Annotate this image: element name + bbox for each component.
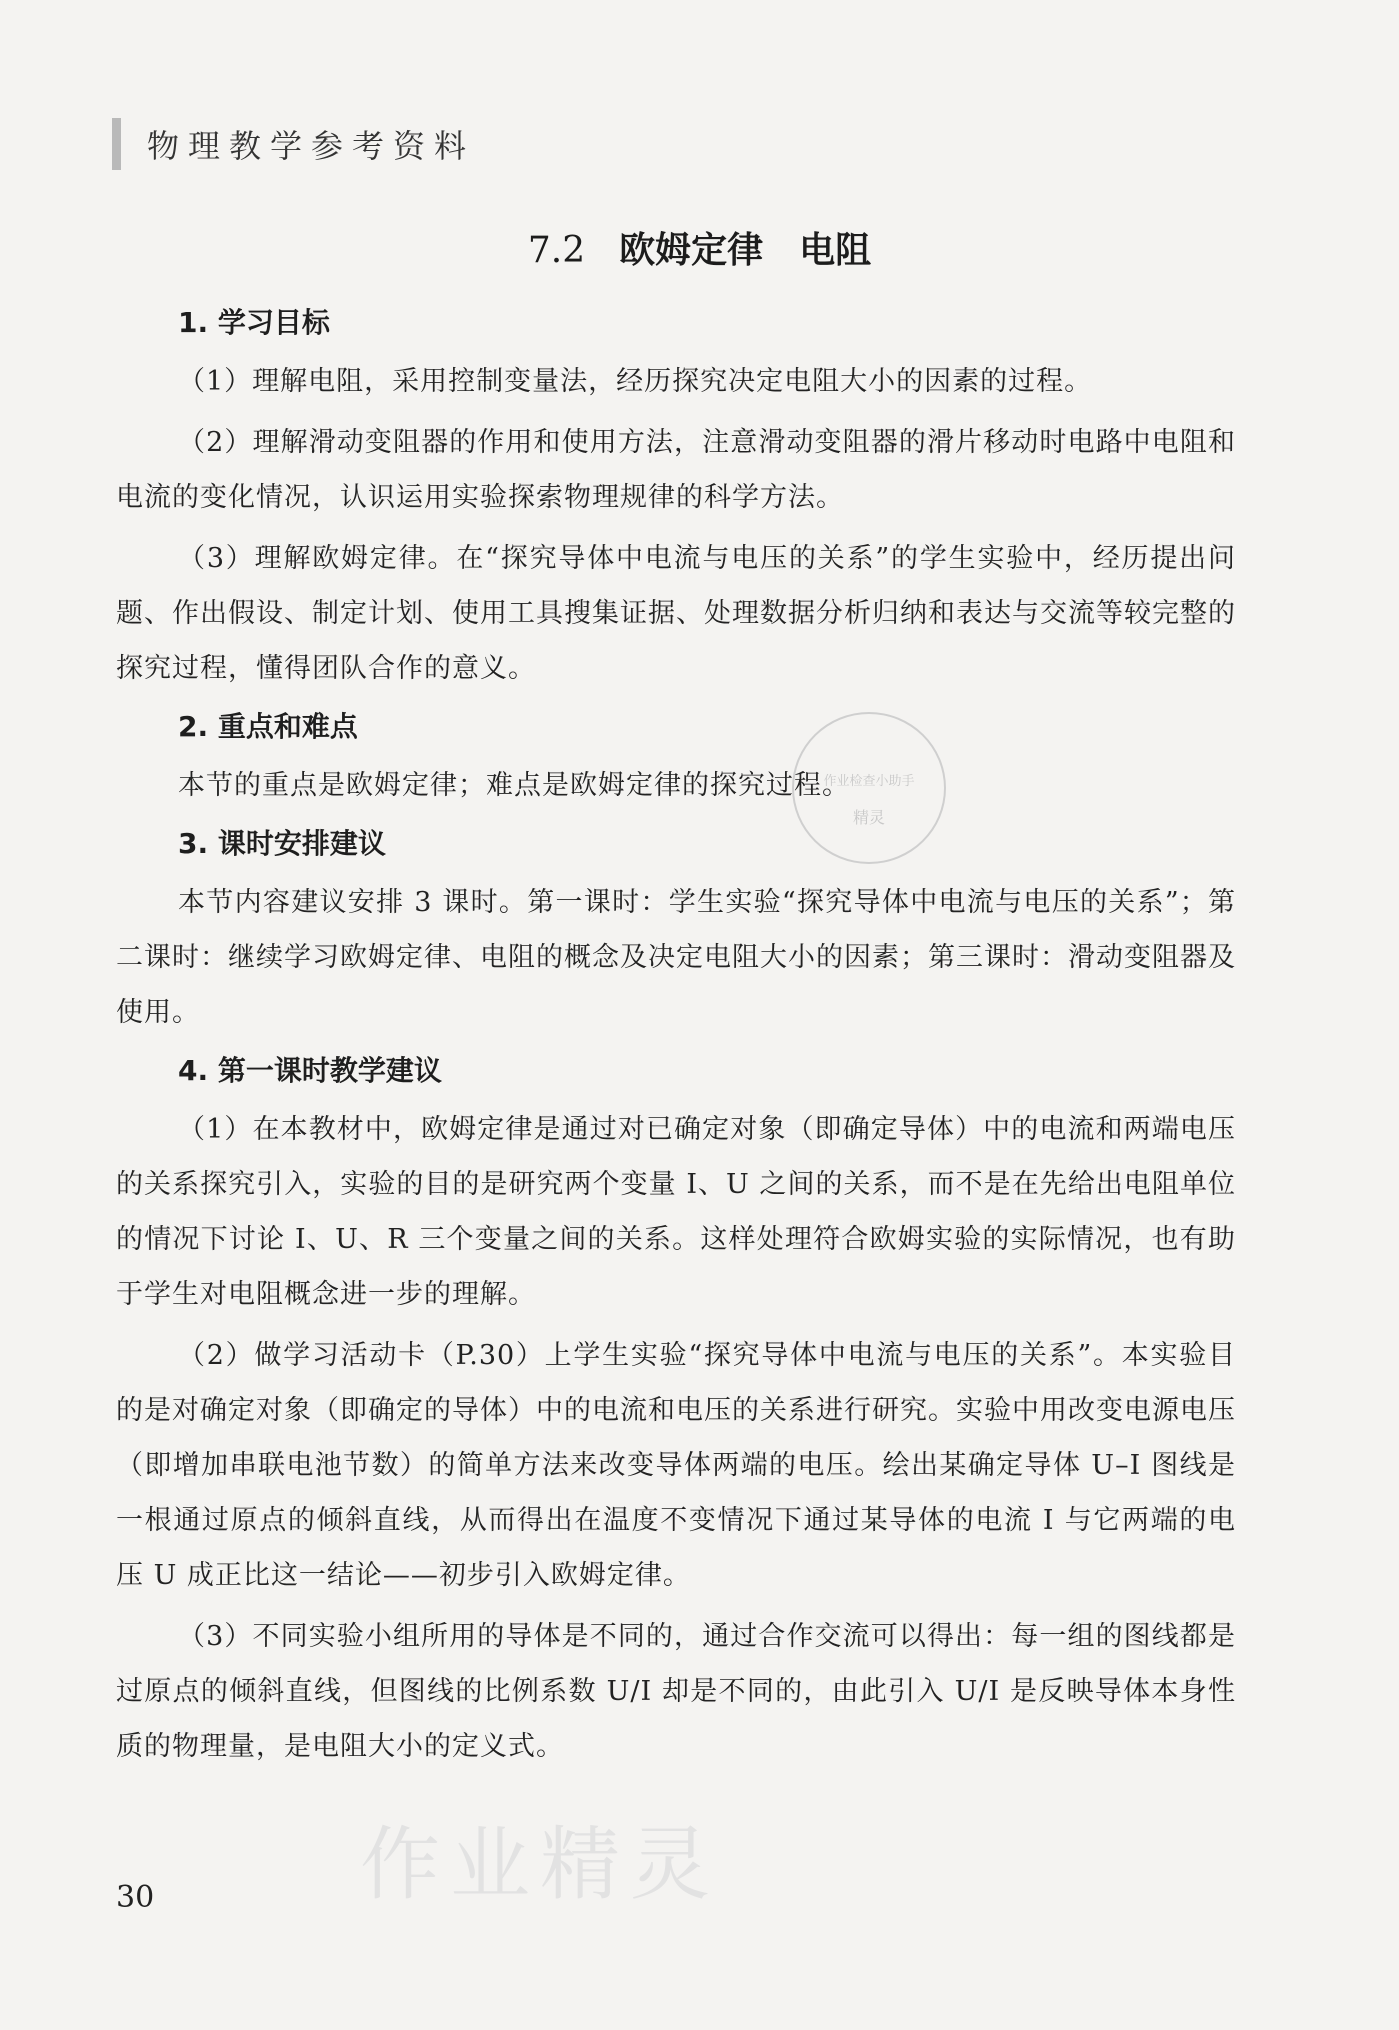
page-number: 30 <box>116 1880 155 1915</box>
paragraph: （3）理解欧姆定律。在“探究导体中电流与电压的关系”的学生实验中，经历提出问题、作出假设、制定计划、使用工具搜集证据、处理数据分析归纳和表达与交流等较完整的探究过程，懂得团队合作的意义。 <box>116 543 1236 684</box>
heading-schedule: 3. 课时安排建议 <box>178 827 386 860</box>
section-title-text: 欧姆定律 电阻 <box>619 229 872 271</box>
header-title: 物理教学参考资料 <box>147 127 476 165</box>
paragraph: （1）理解电阻，采用控制变量法，经历探究决定电阻大小的因素的过程。 <box>178 366 1093 397</box>
running-header <box>112 118 475 170</box>
section-title <box>0 222 1399 273</box>
watermark-text: 作业精灵 <box>360 1818 720 1911</box>
content-body <box>116 298 1236 1780</box>
paragraph: （1）在本教材中，欧姆定律是通过对已确定对象（即确定导体）中的电流和两端电压的关系探究引入，实验的目的是研究两个变量 I、U 之间的关系，而不是在先给出电阻单位的情况下讨论 I、U、R 三个变量之间的关系。这样处理符合欧姆实验的实际情况，也有助于学生对电阻概念进一步的理解。 <box>116 1114 1236 1310</box>
section-number: 7.2 <box>527 230 586 271</box>
paragraph: 本节内容建议安排 3 课时。第一课时：学生实验“探究导体中电流与电压的关系”；第二课时：继续学习欧姆定律、电阻的概念及决定电阻大小的因素；第三课时：滑动变阻器及使用。 <box>116 887 1236 1028</box>
heading-first-lesson: 4. 第一课时教学建议 <box>178 1054 442 1087</box>
watermark-stamp <box>792 712 946 864</box>
paragraph: （2）理解滑动变阻器的作用和使用方法，注意滑动变阻器的滑片移动时电路中电阻和电流的变化情况，认识运用实验探索物理规律的科学方法。 <box>116 427 1236 513</box>
header-bar <box>112 118 121 170</box>
paragraph: （3）不同实验小组所用的导体是不同的，通过合作交流可以得出：每一组的图线都是过原点的倾斜直线，但图线的比例系数 U/I 却是不同的，由此引入 U/I 是反映导体本身性质的物理量，是电阻大小的定义式。 <box>116 1621 1236 1762</box>
paragraph: 本节的重点是欧姆定律；难点是欧姆定律的探究过程。 <box>178 770 850 801</box>
stamp-line-2: 精灵 <box>852 808 885 827</box>
heading-objectives: 1. 学习目标 <box>178 306 330 339</box>
stamp-line-1: 作业检查小助手 <box>823 774 915 789</box>
paragraph: （2）做学习活动卡（P.30）上学生实验“探究导体中电流与电压的关系”。本实验目的是对确定对象（即确定的导体）中的电流和电压的关系进行研究。实验中用改变电源电压（即增加串联电池节数）的简单方法来改变导体两端的电压。绘出某确定导体 U–I 图线是一根通过原点的倾斜直线，从而得出在温度不变情况下通过某导体的电流 I 与它两端的电压 U 成正比这一结论——初步引入欧姆定律。 <box>116 1340 1236 1591</box>
heading-key-points: 2. 重点和难点 <box>178 710 358 743</box>
